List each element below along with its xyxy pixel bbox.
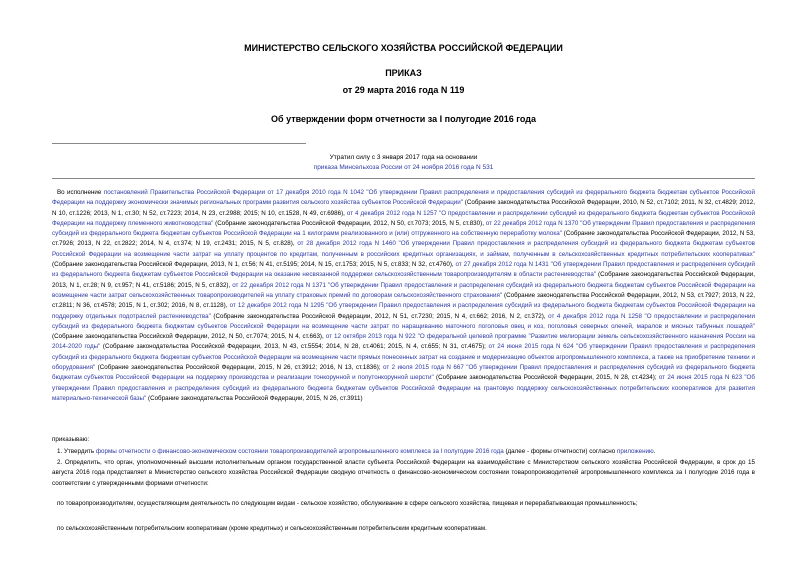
paragraph-text: (Собрание законодательства Российской Федерации, 2013, N 1, ст.56; N 41, ст.5195; 2014, N 15, ст.1753; 2015, N 5, ст.833; N 32, ст.4760), xyxy=(52,261,456,269)
paragraph-text: (Собрание законодательства Российской Федерации, 2012, N 53, ст.7927; 2013, N 22, ст.2811; N 36, ст.4578; 2015, N 1, ст.302; 2016, N 8, ст.1128), xyxy=(52,291,755,310)
legal-reference-link[interactable]: от 2 июля 2015 года N 667 "Об утверждении Правил предоставления и распределения субсидий из федерального бюджета бюджетам субъектов Российской Федерации на поддержку производства и реализации тонкорунной и полутонкорунной шерсти" xyxy=(52,364,755,382)
legal-reference-link[interactable]: от 22 декабря 2012 года N 1371 "Об утверждении Правил предоставления и распределения субсидий из федерального бюджета бюджетам субъектов Российской Федерации на возмещение части затрат сельскохозяйственных товаропроизводителей на уплату страховых премий по договорам сельскохозяйственного страхования" xyxy=(52,281,755,299)
status-note: Утратил силу с 3 января 2017 года на основании xyxy=(329,154,478,161)
divider-long xyxy=(52,178,755,179)
legal-reference-link[interactable]: приложению xyxy=(616,448,654,455)
legal-reference-link[interactable]: от 22 декабря 2012 года N 1370 "Об утверждении Правил предоставления и распределения субсидий из федерального бюджета бюджетам субъектов Российской Федерации на 1 килограмм реализованного и (или) отгруженного на собственную переработку молока" xyxy=(52,219,755,238)
document-type: ПРИКАЗ xyxy=(385,68,422,78)
status-note-link-line xyxy=(0,163,807,173)
legal-reference-link[interactable]: от 12 декабря 2012 года N 1295 "Об утверждении Правил предоставления и распределения субсидий из федерального бюджета бюджетам субъектов Российской Федерации на поддержку отдельных подотраслей растениеводства" xyxy=(52,302,755,320)
paragraph-text: (Собрание законодательства Российской Федерации, 2010, N 52, ст.7102; 2011, N 32, ст.4829; 2012, N 10, ст.1226; 2013, N 1, ст.30; N 52, ст.7223; 2014, N 23, ст.2988; 2015; N 10, ст.1528, N 49, ст.6986), xyxy=(52,199,755,217)
item-1-paragraph xyxy=(52,447,755,457)
divider-short xyxy=(52,143,306,144)
legal-reference-link[interactable]: от 27 декабря 2012 года N 1431 "Об утверждении Правил предоставления и распределения субсидий из федерального бюджета бюджетам субъектов Российской Федерации на оказание несвязанной поддержки сельскохозяйственным товаропроизводителям в области растениеводства" xyxy=(52,261,755,279)
item-2-paragraph: 2. Определить, что орган, уполномоченный высшим исполнительным органом государственной власти субъекта Российской Федерации на взаимодействие с Министерством сельского хозяйства Российской Федерации, в срок до 15 августа 2016 года представляет в Министерство сельского хозяйства Российской Федерации сводную отчетность о финансово-экономическом состоянии товаропроизводителей агропромышленного комплекса за I полугодие 2016 года в соответствии с утвержденными формами отчетности: xyxy=(52,459,755,487)
paragraph-text: (Собрание законодательства Российской Федерации, 2012, N 50, ст.7074; 2015, N 4, ст.663), xyxy=(52,333,326,341)
legal-reference-link[interactable]: постановлений Правительства Российской Федерации от 17 декабря 2010 года N 1042 "Об утверждении Правил распределения и предоставления субсидий из федерального бюджета бюджетам субъектов Российской Федерации на поддержку экономически значимых региональных программ развития сельского хозяйства субъектов Российской Федерации" xyxy=(52,189,755,207)
paragraph-text: (Собрание законодательства Российской Федерации, 2013, N 43, ст.5554; 2014, N 28, ст.4061; 2015, N 4, ст.655; N 31, ст.4675); xyxy=(100,343,489,351)
repeal-order-link[interactable]: приказа Минсельхоза России от 24 ноября 2016 года N 531 xyxy=(313,164,494,171)
legal-reference-link[interactable]: от 24 июня 2015 года N 624 "Об утверждении Правил предоставления и распределения субсидий из федерального бюджета бюджетам субъектов Российской Федерации на возмещение части прямых понесенных затрат на создание и модернизацию объектов агропромышленного комплекса, а также на приобретение техники и оборудования" xyxy=(52,343,755,372)
paragraph-text: (далее - формы отчетности) согласно xyxy=(503,448,617,455)
legal-reference-link[interactable]: от 4 декабря 2012 года N 1257 "О предоставлении и распределении субсидий из федерального бюджета бюджетам субъектов Российской Федерации на поддержку племенного животноводства" xyxy=(52,209,756,227)
legal-reference-link[interactable]: от 24 июня 2015 года N 623 "Об утверждении Правил предоставления и распределения субсидий из федерального бюджета бюджетам субъектов Российской Федерации на грантовую поддержку сельскохозяйственных потребительских кооперативов для развития материально-технической базы" xyxy=(52,374,755,402)
legal-reference-link[interactable]: от 12 октября 2013 года N 922 "О федеральной целевой программе "Развитие мелиорации земель сельскохозяйственного назначения России на 2014-2020 годы" xyxy=(52,333,755,351)
order-word: приказываю: xyxy=(52,436,90,443)
paragraph-text: (Собрание законодательства Российской Федерации, 2013, N 1, ст.28; N 9, ст.957; N 41, ст.5186; 2015, N 5, ст.832), xyxy=(52,271,755,289)
item-2-bullet-1: по товаропроизводителям, осуществляющим деятельность по следующим видам - сельское хозяйство, обслуживание в сфере сельского хозяйства, пищевая и перерабатывающая промышленность; xyxy=(57,500,638,507)
paragraph-text: Во исполнение xyxy=(57,189,104,196)
paragraph-text: (Собрание законодательства Российской Федерации, 2015, N 26, ст.3911) xyxy=(146,394,363,402)
ministry-heading: МИНИСТЕРСТВО СЕЛЬСКОГО ХОЗЯЙСТВА РОССИЙСКОЙ ФЕДЕРАЦИИ xyxy=(244,43,563,53)
item-2-bullet-2: по сельскохозяйственным потребительским кооперативам (кроме кредитных) и сельскохозяйственным потребительским кредитным кооперативам. xyxy=(57,525,487,532)
paragraph-text: (Собрание законодательства Российской Федерации, 2015, N 26, ст.3912; 2016, N 13, ст.1836); xyxy=(95,364,384,372)
document-title: Об утверждении форм отчетности за I полугодие 2016 года xyxy=(271,114,536,124)
paragraph-text: . xyxy=(653,448,656,455)
paragraph-text: 1. Утвердить xyxy=(57,448,96,455)
legal-reference-link[interactable]: от 4 декабря 2012 года N 1258 "О предоставлении и распределении субсидий из федерального бюджета бюджетам субъектов Российской Федерации на возмещение части затрат по наращиванию маточного поголовья овец и коз, поголовья северных оленей, маралов и мясных табунных лошадей" xyxy=(52,312,755,330)
legal-reference-link[interactable]: формы отчетности о финансово-экономическом состоянии товаропроизводителей агропромышленного комплекса за I полугодие 2016 года xyxy=(95,448,504,455)
document-date: от 29 марта 2016 года N 119 xyxy=(342,85,465,95)
paragraph-text: (Собрание законодательства Российской Федерации, 2015, N 28, ст.4234); xyxy=(433,374,659,382)
paragraph-text: (Собрание законодательства Российской Федерации, 2012, N 53, ст.7926; 2013, N 22, ст.2822; 2014, N 4, ст.374; N 19, ст.2431; 2015, N 5, ст.828), xyxy=(52,230,755,248)
paragraph-text: (Собрание законодательства Российской Федерации, 2012, N 50, ст.7073; 2015, N 5, ст.830), xyxy=(213,219,486,227)
legal-reference-link[interactable]: от 28 декабря 2012 года N 1460 "Об утверждении Правил предоставления и распределения субсидий из федерального бюджета бюджетам субъектов Российской Федерации на возмещение части затрат на уплату процентов по кредитам, полученным в российских кредитных организациях, и займам, полученным в сельскохозяйственных кредитных потребительских кооперативах" xyxy=(52,240,756,258)
intro-paragraph xyxy=(52,188,755,404)
paragraph-text: (Собрание законодательства Российской Федерации, 2012, N 51, ст.7230; 2015, N 4, ст.662; 2016, N 2, ст.372), xyxy=(210,312,549,320)
